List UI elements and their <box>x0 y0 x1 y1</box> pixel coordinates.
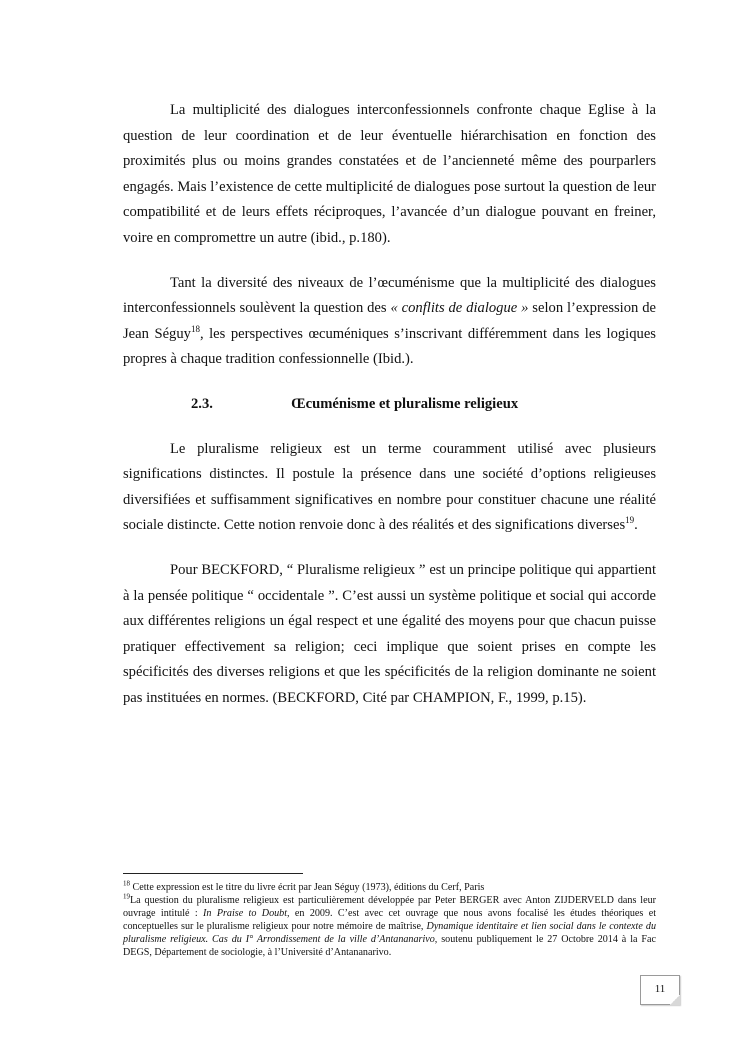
page-body <box>123 98 656 711</box>
paragraph-pluralism <box>123 437 656 539</box>
page-number: 11 <box>654 983 666 995</box>
footnote-separator <box>123 873 303 874</box>
italic-quote: « conflits de dialogue » <box>390 300 529 317</box>
footnotes <box>123 873 656 959</box>
footnote-number: 18 <box>123 879 130 888</box>
section-title: Œcuménisme et pluralisme religieux <box>291 395 519 412</box>
footnote-number: 19 <box>123 892 130 901</box>
text-run: Le pluralisme religieux est un terme couramment utilisé avec plusieurs significations distinctes. Il postule la présence dans une société d’options religieuses diversifiées et suffisamment significatives en nombre pour constituer chacune une réalité sociale distincte. Cette notion renvoie donc à des réalités et des significations diverses <box>123 440 656 534</box>
paragraph-beckford: Pour BECKFORD, “ Pluralisme religieux ” est un principe politique qui appartient à la pensée politique “ occidentale ”. C’est aussi un système politique et social qui accorde aux différentes religions un égal respect et une égalité des moyens pour que chacun puisse pratiquer effectivement sa religion; ceci implique que soient prises en compte les spécificités des diverses religions et que les spécificités de la religion dominante ne soient pas instituées en normes. (BECKFORD, Cité par CHAMPION, F., 1999, p.15). <box>123 561 656 706</box>
page-number-box <box>640 975 680 1005</box>
text-run: , les perspectives œcuméniques s’inscrivant différemment dans les logiques propres à chaque tradition confessionnelle (Ibid.). <box>123 325 656 368</box>
footnote-text: La question du pluralisme religieux est particulièrement développée par Peter BERGER avec Anton ZIJDERVELD dans leur ouvrage intitulé : <box>123 895 656 919</box>
footnote-18 <box>123 881 656 894</box>
footnote-19 <box>123 894 656 959</box>
footnote-text: en 2009. C’est avec cet ouvrage que nous avons focalisé les études théoriques et conceptuelles sur le pluralisme religieux pour notre mémoire de maîtrise, <box>123 908 656 932</box>
text-run: Tant la diversité des niveaux de l’œcuménisme que la multiplicité des dialogues interconfessionnels soulèvent la question des <box>123 274 656 317</box>
footnote-text: soutenu publiquement le 27 Octobre 2014 à la Fac DEGS, Département de sociologie, à l’Université d’Antananarivo. <box>123 934 656 958</box>
section-heading <box>123 392 656 418</box>
footnote-ref-18[interactable]: 18 <box>190 323 200 334</box>
page-curl-icon <box>670 995 680 1005</box>
section-number: 2.3. <box>191 395 213 412</box>
paragraph-multiplicity: La multiplicité des dialogues interconfessionnels confronte chaque Eglise à la question de leur coordination et de leur éventuelle hiérarchisation en fonction des proximités plus ou moins grandes constatées et de l’ancienneté même des pourparlers engagés. Mais l’existence de cette multiplicité de dialogues pose surtout la question de leur compatibilité et de leurs effets réciproques, l’avancée d’un dialogue pouvant en freiner, voire en compromettre un autre (ibid., p.180). <box>123 102 656 246</box>
footnote-italic: Dynamique identitaire et lien social dans le contexte du pluralisme religieux. Cas du I° Arrondissement de la ville d’Antananarivo, <box>123 921 656 945</box>
footnote-text: Cette expression est le titre du livre écrit par Jean Séguy (1973), éditions du Cerf, Paris <box>130 882 485 893</box>
footnote-italic: In Praise to Doubt, <box>203 908 290 919</box>
paragraph-conflicts <box>123 271 656 373</box>
text-run: selon l’expression de Jean Séguy <box>123 300 656 342</box>
footnote-ref-19[interactable]: 19 <box>625 515 635 526</box>
text-run: . <box>634 517 638 534</box>
